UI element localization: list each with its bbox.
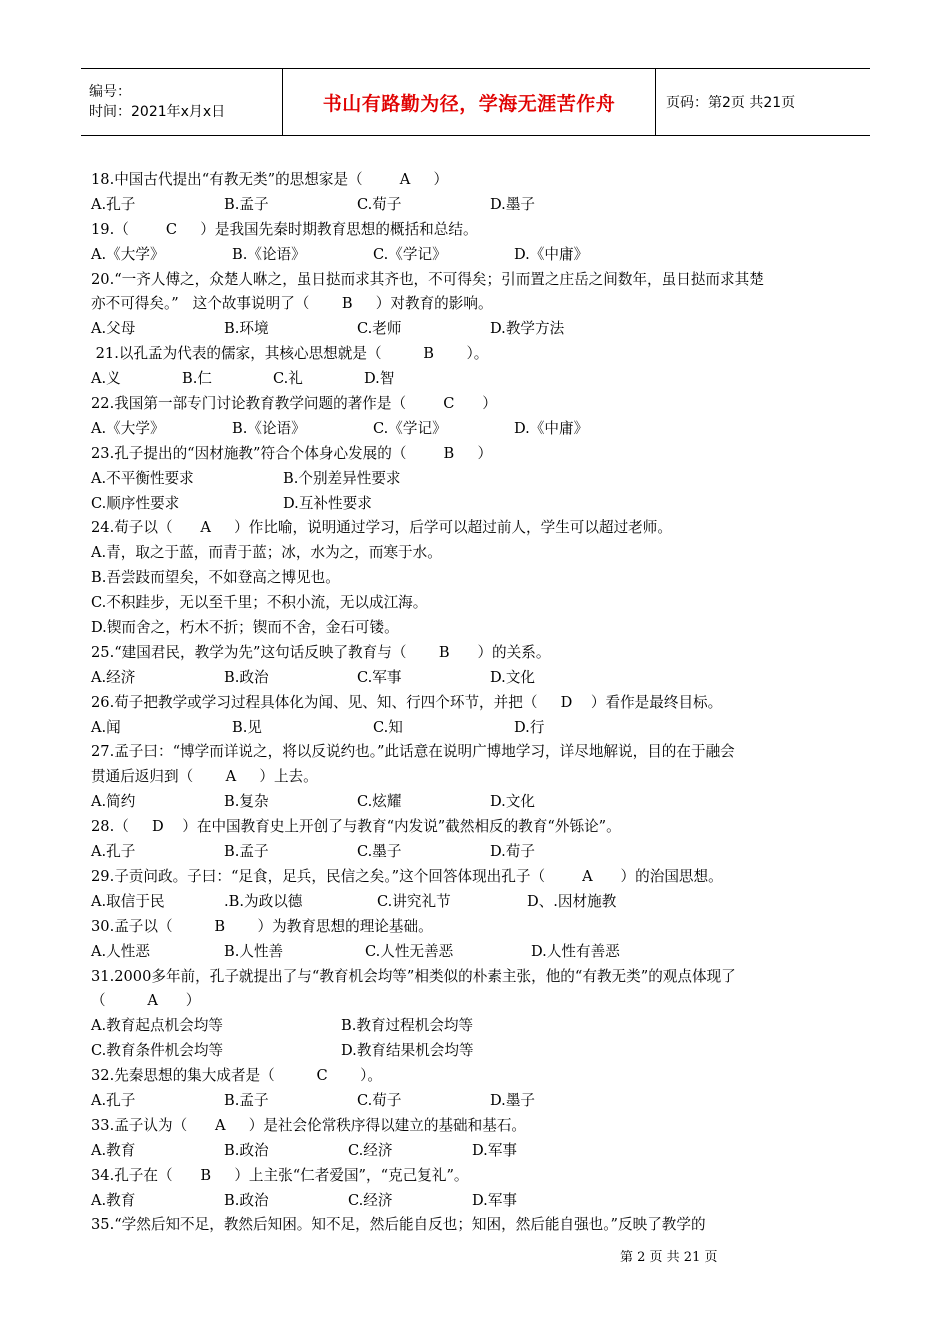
option: D.墨子	[490, 195, 536, 213]
option-row	[91, 1189, 871, 1214]
option: D.人性有善恶	[531, 942, 620, 960]
question-stem: 35.“学然后知不足，教然后知困。知不足，然后能自反也；知困，然后能自强也。”反映了教学的	[91, 1216, 706, 1234]
option: B.教育过程机会均等	[341, 1017, 474, 1035]
option-row	[91, 1089, 871, 1114]
option: B.孟子	[224, 1091, 269, 1109]
option: A.父母	[91, 320, 136, 338]
option: B.孟子	[224, 843, 269, 861]
option: A.义	[91, 370, 121, 388]
option: A.孔子	[91, 195, 136, 213]
option: A.《大学》	[91, 419, 165, 437]
option: D.军事	[472, 1191, 518, 1209]
question-stem: 19.（ C ）是我国先秦时期教育思想的概括和总结。	[91, 220, 478, 238]
question-stem: 26.荀子把教学或学习过程具体化为闻、见、知、行四个环节，并把（ D ）看作是最终目标。	[91, 693, 723, 711]
option: D.教学方法	[490, 320, 565, 338]
option-row	[91, 467, 871, 492]
question-stem: 20.“一齐人傅之，众楚人咻之，虽日挞而求其齐也，不可得矣；引而置之庄岳之间数年，虽日挞而求其楚	[91, 270, 764, 288]
option: D.文化	[490, 793, 536, 811]
question-stem: 25.“建国君民，教学为先”这句话反映了教育与（ B ）的关系。	[91, 643, 551, 661]
option-row	[91, 317, 871, 342]
question-stem: 33.孟子认为（ A ）是社会伦常秩序得以建立的基础和基石。	[91, 1116, 527, 1134]
header-meta	[81, 69, 282, 135]
question-stem: （ A ）	[91, 992, 201, 1010]
header-motto-cell	[282, 69, 656, 135]
option-row	[91, 1039, 871, 1064]
option: C.军事	[357, 668, 402, 686]
question-stem: 32.先秦思想的集大成者是（ C ）。	[91, 1067, 383, 1085]
header-number: 编号：	[89, 84, 131, 100]
option-row	[91, 890, 871, 915]
option: B.政治	[224, 668, 269, 686]
option: C.经济	[348, 1191, 393, 1209]
option: D.军事	[472, 1141, 518, 1159]
option: C.荀子	[357, 195, 402, 213]
option: A.教育	[91, 1191, 136, 1209]
option: A.教育起点机会均等	[91, 1017, 223, 1035]
option: A.孔子	[91, 843, 136, 861]
option: B.环境	[224, 320, 269, 338]
question-stem: 24.荀子以（ A ）作比喻，说明通过学习，后学可以超过前人，学生可以超过老师。	[91, 519, 672, 537]
option-row	[91, 193, 871, 218]
option: C.教育条件机会均等	[91, 1042, 224, 1060]
option-row	[91, 666, 871, 691]
option: B.见	[232, 718, 262, 736]
option: D.智	[364, 370, 395, 388]
option-row	[91, 840, 871, 865]
option: C.墨子	[357, 843, 402, 861]
header-date: 时间：2021年x月x日	[89, 104, 226, 120]
option: B.复杂	[224, 793, 269, 811]
option: D.《中庸》	[514, 419, 589, 437]
option: A.经济	[91, 668, 136, 686]
option-row	[91, 367, 871, 392]
option: C.经济	[348, 1141, 393, 1159]
option: A.不平衡性要求	[91, 469, 194, 487]
option: A.简约	[91, 793, 136, 811]
option: B.仁	[182, 370, 212, 388]
option: D.互补性要求	[283, 494, 372, 512]
option: .B.为政以德	[224, 892, 303, 910]
option: C.老师	[357, 320, 402, 338]
question-list	[91, 168, 871, 1238]
question-stem: 31.2000多年前，孔子就提出了与“教育机会均等”相类似的朴素主张，他的“有教无类”的观点体现了	[91, 967, 736, 985]
option-row	[91, 1014, 871, 1039]
option: A.孔子	[91, 1091, 136, 1109]
option: C.《学记》	[373, 245, 447, 263]
header-motto: 书山有路勤为径，学海无涯苦作舟	[322, 92, 616, 115]
option: C.炫耀	[357, 793, 402, 811]
question-stem: 23.孔子提出的“因材施教”符合个体身心发展的（ B ）	[91, 444, 493, 462]
question-stem: 30.孟子以（ B ）为教育思想的理论基础。	[91, 917, 433, 935]
option: D.荀子	[490, 843, 536, 861]
option-row	[91, 790, 871, 815]
question-stem: 18.中国古代提出“有教无类”的思想家是（ A ）	[91, 171, 449, 188]
option: B.《论语》	[232, 419, 306, 437]
option: D.文化	[490, 668, 536, 686]
option: D.《中庸》	[514, 245, 589, 263]
option: A.青，取之于蓝，而青于蓝；冰，水为之，而寒于水。	[91, 544, 442, 562]
option: B.个别差异性要求	[283, 469, 401, 487]
header-page-number: 页码：第2页 共21页	[666, 95, 796, 111]
question-stem: 22.我国第一部专门讨论教育教学问题的著作是（ C ）	[91, 395, 497, 413]
header-page-cell	[656, 69, 870, 135]
option: C.荀子	[357, 1091, 402, 1109]
question-stem: 亦不可得矣。” 这个故事说明了（ B ）对教育的影响。	[91, 295, 493, 313]
option: C.不积跬步，无以至千里；不积小流，无以成江海。	[91, 594, 428, 612]
option-row	[91, 716, 871, 741]
option: D.锲而舍之，朽木不折；锲而不舍，金石可镂。	[91, 619, 399, 637]
option: A.人性恶	[91, 942, 150, 960]
option: C.人性无善恶	[365, 942, 454, 960]
option: D.行	[514, 718, 545, 736]
option: B.吾尝跂而望矣，不如登高之博见也。	[91, 569, 340, 587]
option: C.礼	[273, 370, 303, 388]
page-header	[81, 68, 870, 136]
option: C.《学记》	[373, 419, 447, 437]
option: B.孟子	[224, 195, 269, 213]
option: B.政治	[224, 1191, 269, 1209]
question-stem: 贯通后返归到（ A ）上去。	[91, 768, 318, 786]
option-row	[91, 417, 871, 442]
question-stem: 21.以孔孟为代表的儒家，其核心思想就是（ B ）。	[91, 345, 489, 363]
question-stem: 29.子贡问政。子曰：“足食，足兵，民信之矣。”这个回答体现出孔子（ A ）的治国思想。	[91, 867, 723, 885]
option: D.墨子	[490, 1091, 536, 1109]
option: D.教育结果机会均等	[341, 1042, 474, 1060]
option: A.闻	[91, 718, 121, 736]
question-stem: 34.孔子在（ B ）上主张“仁者爱国”，“克己复礼”。	[91, 1166, 469, 1184]
option: B.《论语》	[232, 245, 306, 263]
option: B.人性善	[224, 942, 284, 960]
option: A.教育	[91, 1141, 136, 1159]
option-row	[91, 243, 871, 268]
option: A.取信于民	[91, 892, 165, 910]
page-footer: 第 2 页 共 21 页	[620, 1250, 718, 1265]
option: C.讲究礼节	[377, 892, 451, 910]
option: D、.因材施教	[527, 892, 617, 910]
option: C.顺序性要求	[91, 494, 180, 512]
option: A.《大学》	[91, 245, 165, 263]
option-row	[91, 492, 871, 517]
option-row	[91, 1139, 871, 1164]
option-row	[91, 940, 871, 965]
question-stem: 27.孟子曰：“博学而详说之，将以反说约也。”此话意在说明广博地学习，详尽地解说，目的在于融会	[91, 743, 735, 761]
option: B.政治	[224, 1141, 269, 1159]
option: C.知	[373, 718, 403, 736]
question-stem: 28.（ D ）在中国教育史上开创了与教育“内发说”截然相反的教育“外铄论”。	[91, 818, 621, 836]
